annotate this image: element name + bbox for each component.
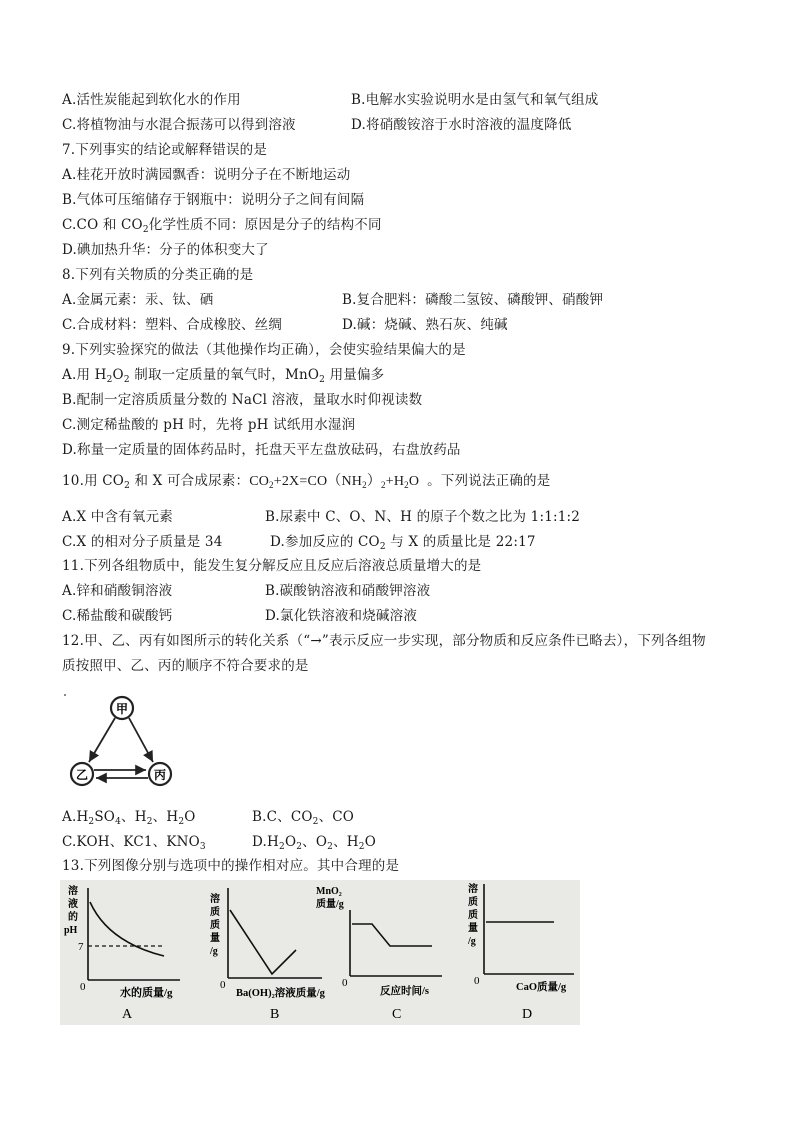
graph-d-ylabel-5: /g (468, 936, 476, 947)
graph-c-ylabel-1: MnO₂ (316, 886, 342, 897)
q11-option-d: D.氯化铁溶液和烧碱溶液 (265, 608, 418, 624)
q9-option-b: B.配制一定溶质质量分数的 NaCl 溶液，量取水时仰视读数 (62, 392, 423, 408)
q9-option-c: C.测定稀盐酸的 pH 时，先将 pH 试纸用水湿润 (62, 417, 356, 433)
graph-d-ylabel-4: 量 (468, 923, 478, 934)
graph-a-ylabel-3: 的 (68, 912, 78, 923)
graph-c-origin: 0 (342, 977, 348, 989)
graph-c-xlabel: 反应时间/s (380, 986, 430, 997)
q12-option-c: C.KOH、KC1、$KNO_3$ (62, 834, 206, 852)
q6-option-a: A.活性炭能起到软化水的作用 (62, 92, 241, 108)
q12-option-a: $A.H_2SO_4$、$H_2$、$H_2O$ (62, 809, 196, 827)
graph-d-origin: 0 (474, 975, 480, 987)
q12-stem-line1: 12.甲、乙、丙有如图所示的转化关系（“→”表示反应一步实现，部分物质和反应条件已略去），下列各组物 (62, 633, 706, 649)
q6-option-b: B.电解水实验说明水是由氢气和氧气组成 (351, 92, 599, 108)
q12-option-d: $D.H_2O_2$、$O_2$、$H_2O$ (252, 834, 376, 852)
graph-b-origin: 0 (220, 979, 226, 991)
arrow-jia-to-yi (89, 718, 115, 762)
q11-option-b: B.碳酸钠溶液和硝酸钾溶液 (265, 583, 431, 599)
graph-d-letter: D (522, 1007, 533, 1022)
q10-option-c: C.X 的相对分子质量是 34 (62, 534, 223, 550)
graph-a-ylabel-2: 液 (68, 899, 78, 910)
graph-d-ylabel-2: 质 (468, 897, 478, 908)
graph-a-letter: A (122, 1007, 133, 1022)
node-bing-label: 丙 (153, 768, 167, 782)
arrow-jia-to-bing (129, 718, 153, 762)
q7-option-d: D.碘加热升华：分子的体积变大了 (62, 242, 269, 258)
graph-a-xlabel: 水的质量/g (120, 987, 173, 999)
q9-option-d: D.称量一定质量的固体药品时，托盘天平左盘放砝码，右盘放药品 (62, 442, 461, 458)
graph-b-xlabel: Ba(OH)₂溶液质量/g (236, 988, 325, 999)
graph-b-ylabel-1: 溶 (210, 894, 220, 905)
q9-option-a: A.用 $H_2O_2$ 制取一定质量的氧气时，MnO$_2$ 用量偏多 (62, 367, 385, 385)
graph-b-letter: B (270, 1007, 280, 1022)
q10-stem: 10.用 $CO_2$ 和 X 可合成尿素：$CO_2+2X=CO(NH_2)_2+H_2O$ 。下列说法正确的是 (62, 473, 551, 491)
q8-option-b: B.复合肥料：磷酸二氢铵、磷酸钾、硝酸钾 (342, 292, 604, 308)
node-yi-label: 乙 (75, 768, 89, 782)
q10-option-b: B.尿素中 C、O、N、H 的原子个数之比为 1:1:1:2 (265, 509, 581, 525)
q13-stem: 13.下列图像分别与选项中的操作相对应。其中合理的是 (62, 858, 400, 874)
graph-d-ylabel-1: 溶 (468, 884, 478, 895)
graph-c-ylabel-2: 质量/g (316, 899, 344, 910)
q11-option-a: A.锌和硝酸铜溶液 (62, 583, 173, 599)
q7-stem: 7.下列事实的结论或解释错误的是 (62, 142, 268, 158)
graph-b-ylabel-4: 量 (210, 933, 220, 944)
q6-option-d: D.将硝酸铵溶于水时溶液的温度降低 (351, 117, 572, 133)
q8-option-c: C.合成材料：塑料、合成橡胶、丝绸 (62, 317, 283, 333)
q8-stem: 8.下列有关物质的分类正确的是 (62, 267, 254, 283)
q13-graphs-image (60, 880, 580, 1025)
q7-option-b: B.气体可压缩储存于钢瓶中：说明分子之间有间隔 (62, 192, 365, 208)
q7-option-c: C.CO 和 $CO_2$化学性质不同：原因是分子的结构不同 (62, 217, 382, 235)
graph-b-ylabel-3: 质 (210, 920, 220, 931)
graph-a-tick-7: 7 (78, 941, 84, 953)
q10-option-a: A.X 中含有氧元素 (62, 509, 173, 525)
graph-b-ylabel-2: 质 (210, 907, 220, 918)
graph-b-ylabel-5: /g (210, 946, 218, 957)
graph-a-ylabel-1: 溶 (68, 886, 78, 897)
graph-c-letter: C (392, 1007, 402, 1022)
urea-equation: $CO_2+2X=CO(NH_2)_2+H_2O$ (249, 474, 420, 490)
q7-option-a: A.桂花开放时满园飘香：说明分子在不断地运动 (62, 167, 351, 183)
q10-option-d: D.参加反应的 $CO_2$ 与 X 的质量比是 22:17 (270, 534, 536, 552)
graph-d-xlabel: CaO质量/g (516, 982, 567, 993)
node-jia-label: 甲 (115, 702, 129, 716)
q8-option-a: A.金属元素：汞、钛、硒 (62, 292, 214, 308)
q8-option-d: D.碱：烧碱、熟石灰、纯碱 (342, 317, 508, 333)
graph-a-origin: 0 (80, 981, 86, 993)
q9-stem: 9.下列实验探究的做法（其他操作均正确），会使实验结果偏大的是 (62, 342, 466, 358)
conversion-cycle-diagram (60, 690, 180, 790)
q11-stem: 11.下列各组物质中，能发生复分解反应且反应后溶液总质量增大的是 (62, 558, 482, 574)
q11-option-c: C.稀盐酸和碳酸钙 (62, 608, 173, 624)
q6-option-c: C.将植物油与水混合振荡可以得到溶液 (62, 117, 296, 133)
q12-option-b: B.C、$CO_2$、CO (252, 809, 355, 827)
graph-d-ylabel-3: 质 (468, 910, 478, 921)
graph-a-ylabel-4: pH (64, 925, 78, 936)
q12-stem-line2: 质按照甲、乙、丙的顺序不符合要求的是 (62, 658, 309, 674)
